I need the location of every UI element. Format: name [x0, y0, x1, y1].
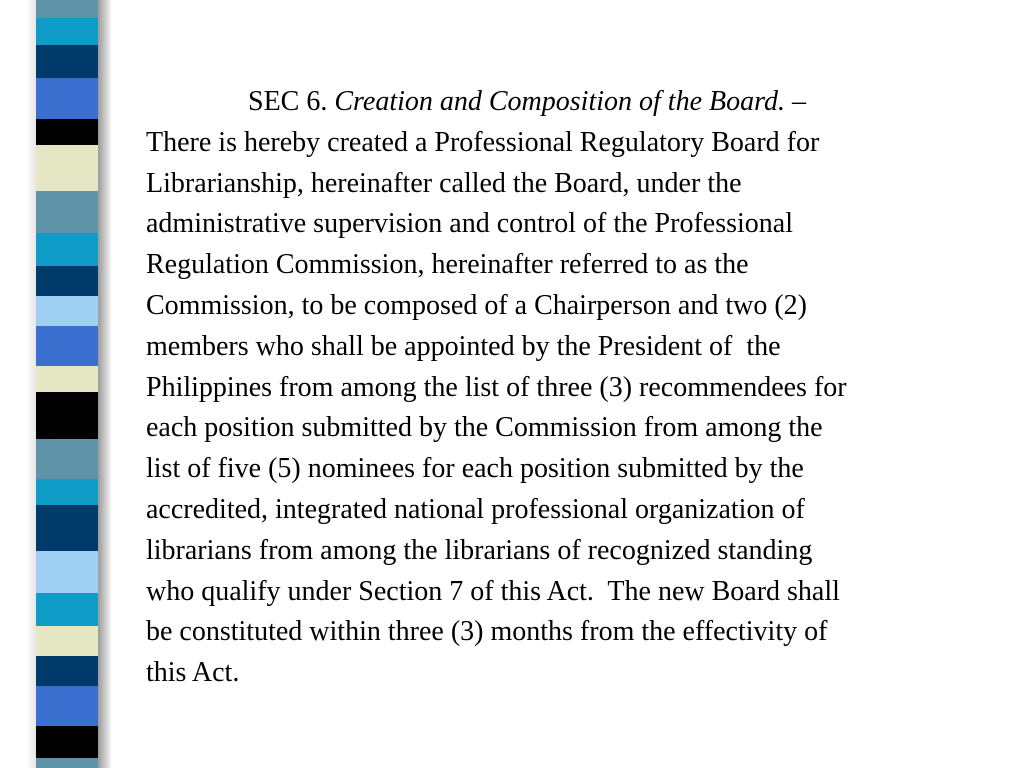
- stripe-segment: [36, 145, 98, 191]
- section-paragraph: [146, 82, 1008, 694]
- paragraph-line: Commission, to be composed of a Chairperson and two (2): [146, 289, 808, 321]
- paragraph-line: accredited, integrated national professional organization of: [146, 493, 805, 525]
- stripe-segment: [36, 78, 98, 119]
- paragraph-line: be constituted within three (3) months from the effectivity of: [146, 616, 828, 648]
- stripe-segment: [36, 551, 98, 593]
- stripe-segment: [36, 0, 98, 18]
- stripe-segment: [36, 726, 98, 758]
- stripe-segment: [36, 233, 98, 266]
- stripe-segment: [36, 593, 98, 626]
- section-number: SEC 6.: [248, 86, 328, 117]
- paragraph-line: There is hereby created a Professional Regulatory Board for: [146, 126, 820, 158]
- stripe-segment: [36, 191, 98, 233]
- stripe-segment: [36, 505, 98, 551]
- paragraph-line: list of five (5) nominees for each position submitted by the: [146, 453, 804, 485]
- stripe-segment: [36, 18, 98, 45]
- stripe-segment: [36, 45, 98, 78]
- paragraph-line: Librarianship, hereinafter called the Board, under the: [146, 167, 742, 199]
- title-dash: –: [791, 86, 806, 117]
- section-title: Creation and Composition of the Board.: [334, 86, 785, 117]
- decorative-stripe-bar: [36, 0, 98, 768]
- paragraph-line: who qualify under Section 7 of this Act. The new Board shall: [146, 575, 840, 607]
- stripe-segment: [36, 626, 98, 656]
- stripe-segment: [36, 119, 98, 145]
- stripe-segment: [36, 656, 98, 686]
- paragraph-line: members who shall be appointed by the President of the: [146, 330, 781, 362]
- stripe-shadow: [98, 0, 112, 768]
- stripe-segment: [36, 479, 98, 505]
- stripe-left-shadow: [26, 0, 36, 768]
- paragraph-line: librarians from among the librarians of recognized standing: [146, 534, 813, 566]
- stripe-segment: [36, 439, 98, 479]
- stripe-segment: [36, 266, 98, 296]
- stripe-segment: [36, 686, 98, 726]
- stripe-segment: [36, 326, 98, 366]
- stripe-segment: [36, 758, 98, 768]
- paragraph-line: Regulation Commission, hereinafter referred to as the: [146, 249, 749, 281]
- paragraph-line: this Act.: [146, 657, 240, 689]
- paragraph-line: Philippines from among the list of three (3) recommendees for: [146, 371, 847, 403]
- paragraph-line: administrative supervision and control of the Professional: [146, 208, 793, 240]
- paragraph-line: each position submitted by the Commission from among the: [146, 412, 823, 444]
- stripe-segment: [36, 392, 98, 439]
- stripe-segment: [36, 296, 98, 326]
- stripe-segment: [36, 366, 98, 392]
